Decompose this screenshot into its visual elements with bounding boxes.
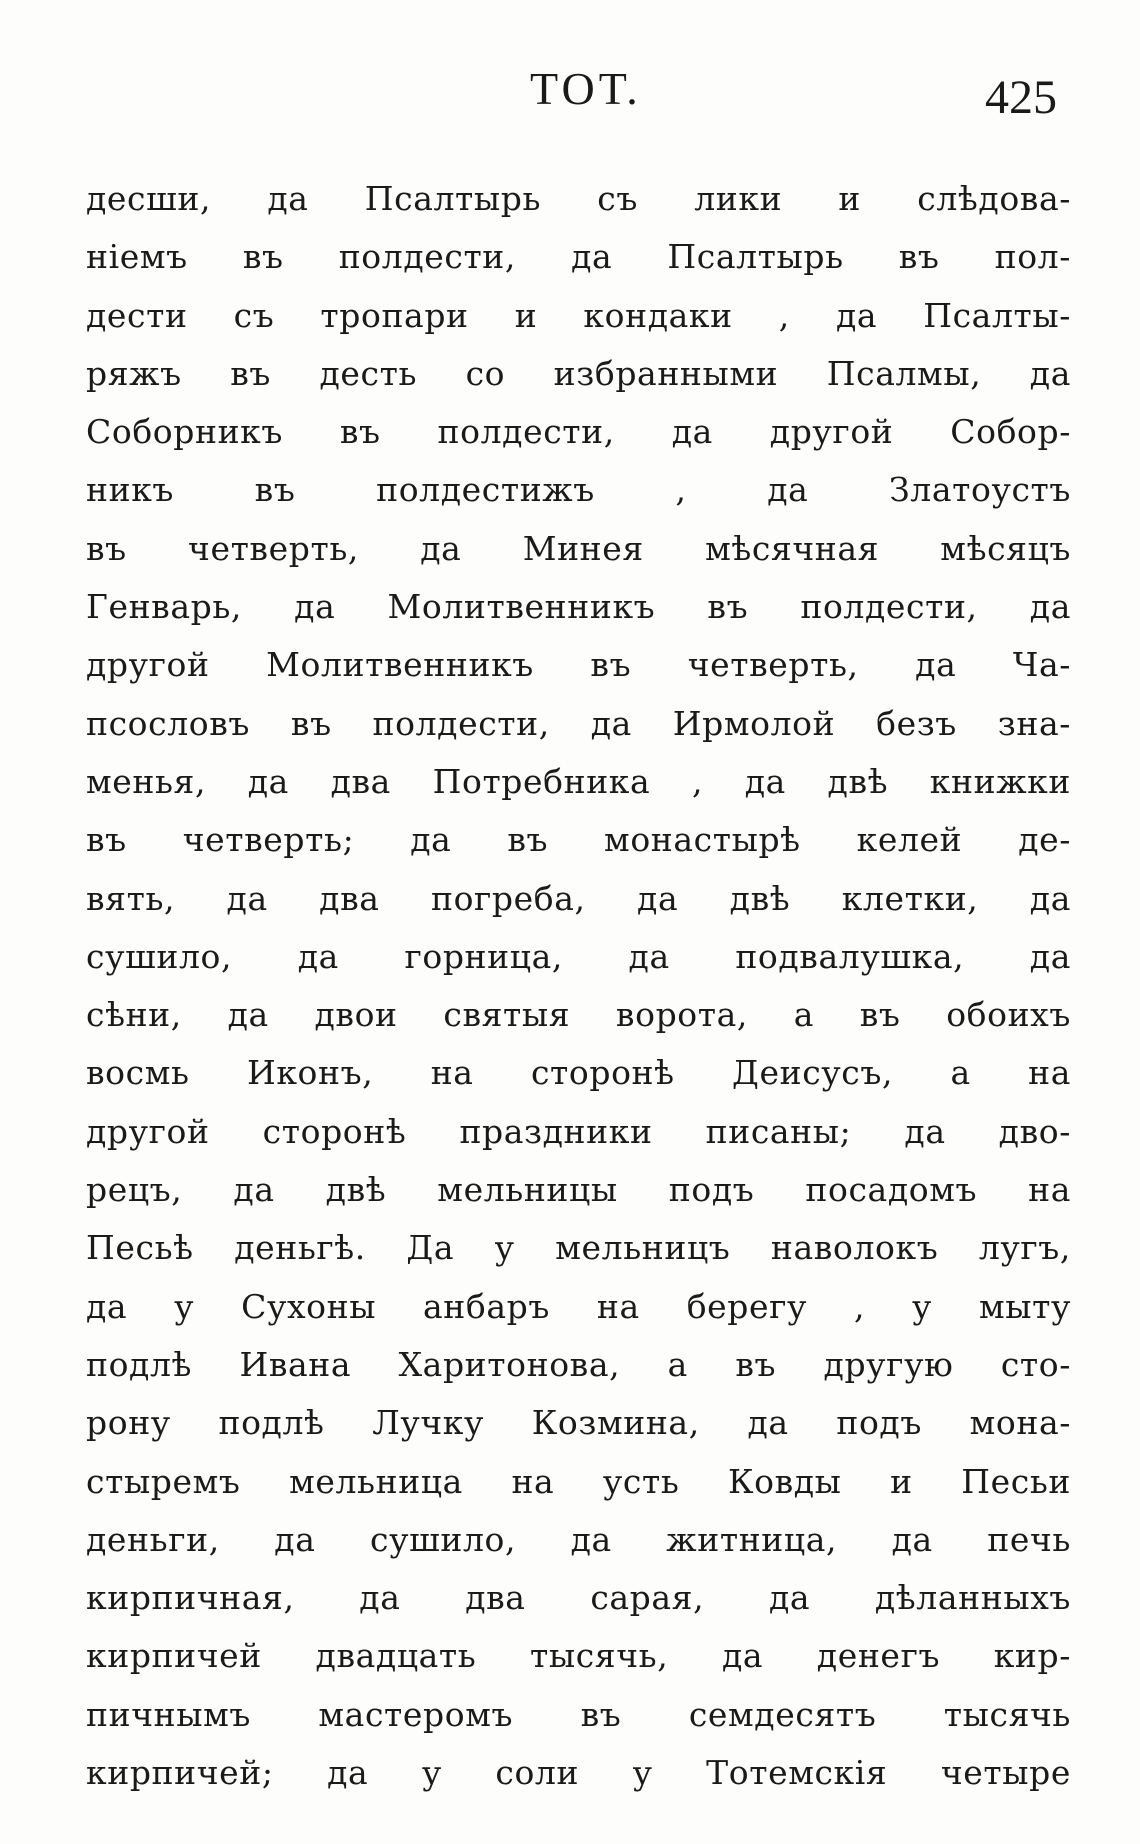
text-line: менья, да два Потребника , да двѣ книжки [86,761,1071,801]
text-line: рону подлѣ Лучку Козмина, да подъ мона- [86,1403,1071,1443]
text-line: десши, да Псалтырь съ лики и слѣдова- [86,179,1071,218]
text-line: восмь Иконъ, на сторонѣ Деисусъ, а на [86,1053,1071,1093]
text-line: Соборникъ въ полдести, да другой Собор- [86,412,1071,452]
text-line: сушило, да горница, да подвалушка, да [86,936,1071,976]
text-line: сѣни, да двои святыя ворота, а въ обоихъ [86,995,1071,1035]
text-line: Песьѣ деньгѣ. Да у мельницъ наволокъ лугъ, [86,1228,1071,1268]
text-line: псословъ въ полдести, да Ирмолой безъ зна- [86,703,1071,743]
text-line: никъ въ полдестижъ , да Златоустъ [86,470,1071,510]
text-line: кирпичная, да два сарая, да дѣланныхъ [86,1578,1071,1618]
body-text [86,170,1071,1802]
text-line: кирпичей; да у соли у Тотемскія четыре [86,1753,1071,1793]
running-head [0,62,1140,122]
text-line: стыремъ мельница на усть Ковды и Песьи [86,1461,1071,1501]
text-line: другой сторонѣ праздники писаны; да дво- [86,1111,1071,1151]
text-line: пичнымъ мастеромъ въ семдесятъ тысячь [86,1694,1071,1734]
text-line: вять, да два погреба, да двѣ клетки, да [86,878,1071,918]
text-line: другой Молитвенникъ въ четверть, да Ча- [86,645,1071,685]
text-line: подлѣ Ивана Харитонова, а въ другую сто- [86,1344,1071,1384]
text-line: да у Сухоны анбаръ на берегу , у мыту [86,1286,1071,1326]
running-title: ТОТ. [530,63,642,114]
text-line: деньги, да сушило, да житница, да печь [86,1519,1071,1559]
text-line: дести съ тропари и кондаки , да Псалты- [86,295,1071,335]
text-line: ніемъ въ полдести, да Псалтырь въ пол- [86,237,1071,277]
text-line: кирпичей двадцать тысячь, да денегъ кир- [86,1636,1071,1676]
text-line: Генварь, да Молитвенникъ въ полдести, да [86,587,1071,627]
page-number: 425 [985,71,1057,124]
text-line: въ четверть, да Минея мѣсячная мѣсяцъ [86,528,1071,568]
text-line: ряжъ въ десть со избранными Псалмы, да [86,353,1071,393]
text-line: рецъ, да двѣ мельницы подъ посадомъ на [86,1170,1071,1210]
text-line: въ четверть; да въ монастырѣ келей де- [86,820,1071,860]
